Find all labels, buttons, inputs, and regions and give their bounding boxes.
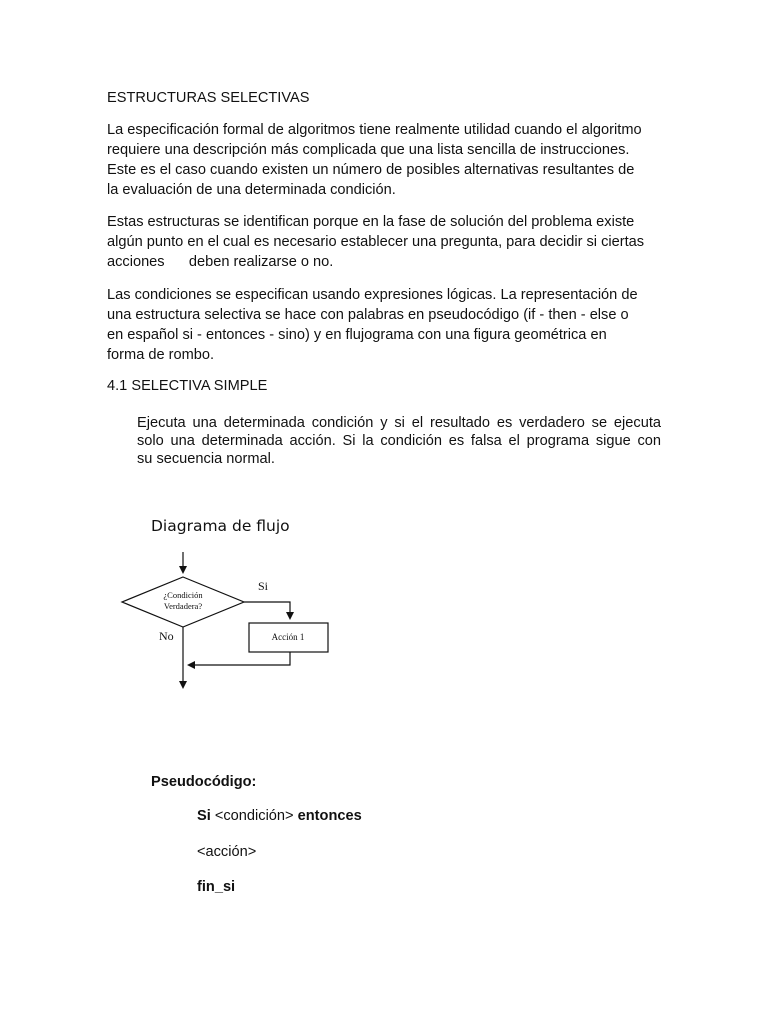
keyword-si: Si [197,808,211,824]
description-line: Ejecuta una determinada condición y si el resultado es verdadero se ejecuta [137,415,661,431]
paragraph-line: forma de rombo. [107,347,215,363]
merge-arrow [191,652,290,665]
section-description [137,414,661,468]
paragraph-1 [107,120,667,200]
pseudocode-line-action: <acción> [197,844,257,860]
paragraph-line: Estas estructuras se identifican porque en la fase de solución del problema existe [107,214,635,230]
condition-text-line2: Verdadera? [163,601,203,611]
pseudocode-line-end: fin_si [197,879,236,895]
paragraph-line: acciones deben realizarse o no. [107,254,334,270]
description-line: su secuencia normal. [137,451,275,467]
paragraph-line: Este es el caso cuando existen un número de posibles alternativas resultantes de [107,162,635,178]
condition-text-line1: ¿Condición [163,590,203,600]
paragraph-3 [107,285,667,365]
paragraph-2 [107,212,667,272]
paragraph-line: Las condiciones se especifican usando expresiones lógicas. La representación de [107,287,638,303]
condition-placeholder: <condición> [214,808,294,824]
paragraph-line: la evaluación de una determinada condición. [107,182,396,198]
keyword-entonces: entonces [297,808,362,824]
paragraph-line: La especificación formal de algoritmos tiene realmente utilidad cuando el algoritmo [107,122,642,138]
action-text: Acción 1 [271,632,305,642]
yes-branch-arrow [244,602,290,616]
no-label: No [159,629,174,643]
pseudocode-line-if [197,806,362,826]
flowchart-title: Diagrama de flujo [151,517,290,535]
page-heading: ESTRUCTURAS SELECTIVAS [107,90,310,106]
pseudocode-title: Pseudocódigo: [151,774,257,790]
paragraph-line: requiere una descripción más complicada que una lista sencilla de instrucciones. [107,142,630,158]
yes-label: Si [258,579,269,593]
flowchart-diagram [110,545,350,700]
description-line: solo una determinada acción. Si la condición es falsa el programa sigue con [137,433,661,449]
paragraph-line: algún punto en el cual es necesario establecer una pregunta, para decidir si ciertas [107,234,645,250]
section-title: 4.1 SELECTIVA SIMPLE [107,378,268,394]
paragraph-line: una estructura selectiva se hace con palabras en pseudocódigo (if - then - else o [107,307,629,323]
paragraph-line: en español si - entonces - sino) y en flujograma con una figura geométrica en [107,327,607,343]
